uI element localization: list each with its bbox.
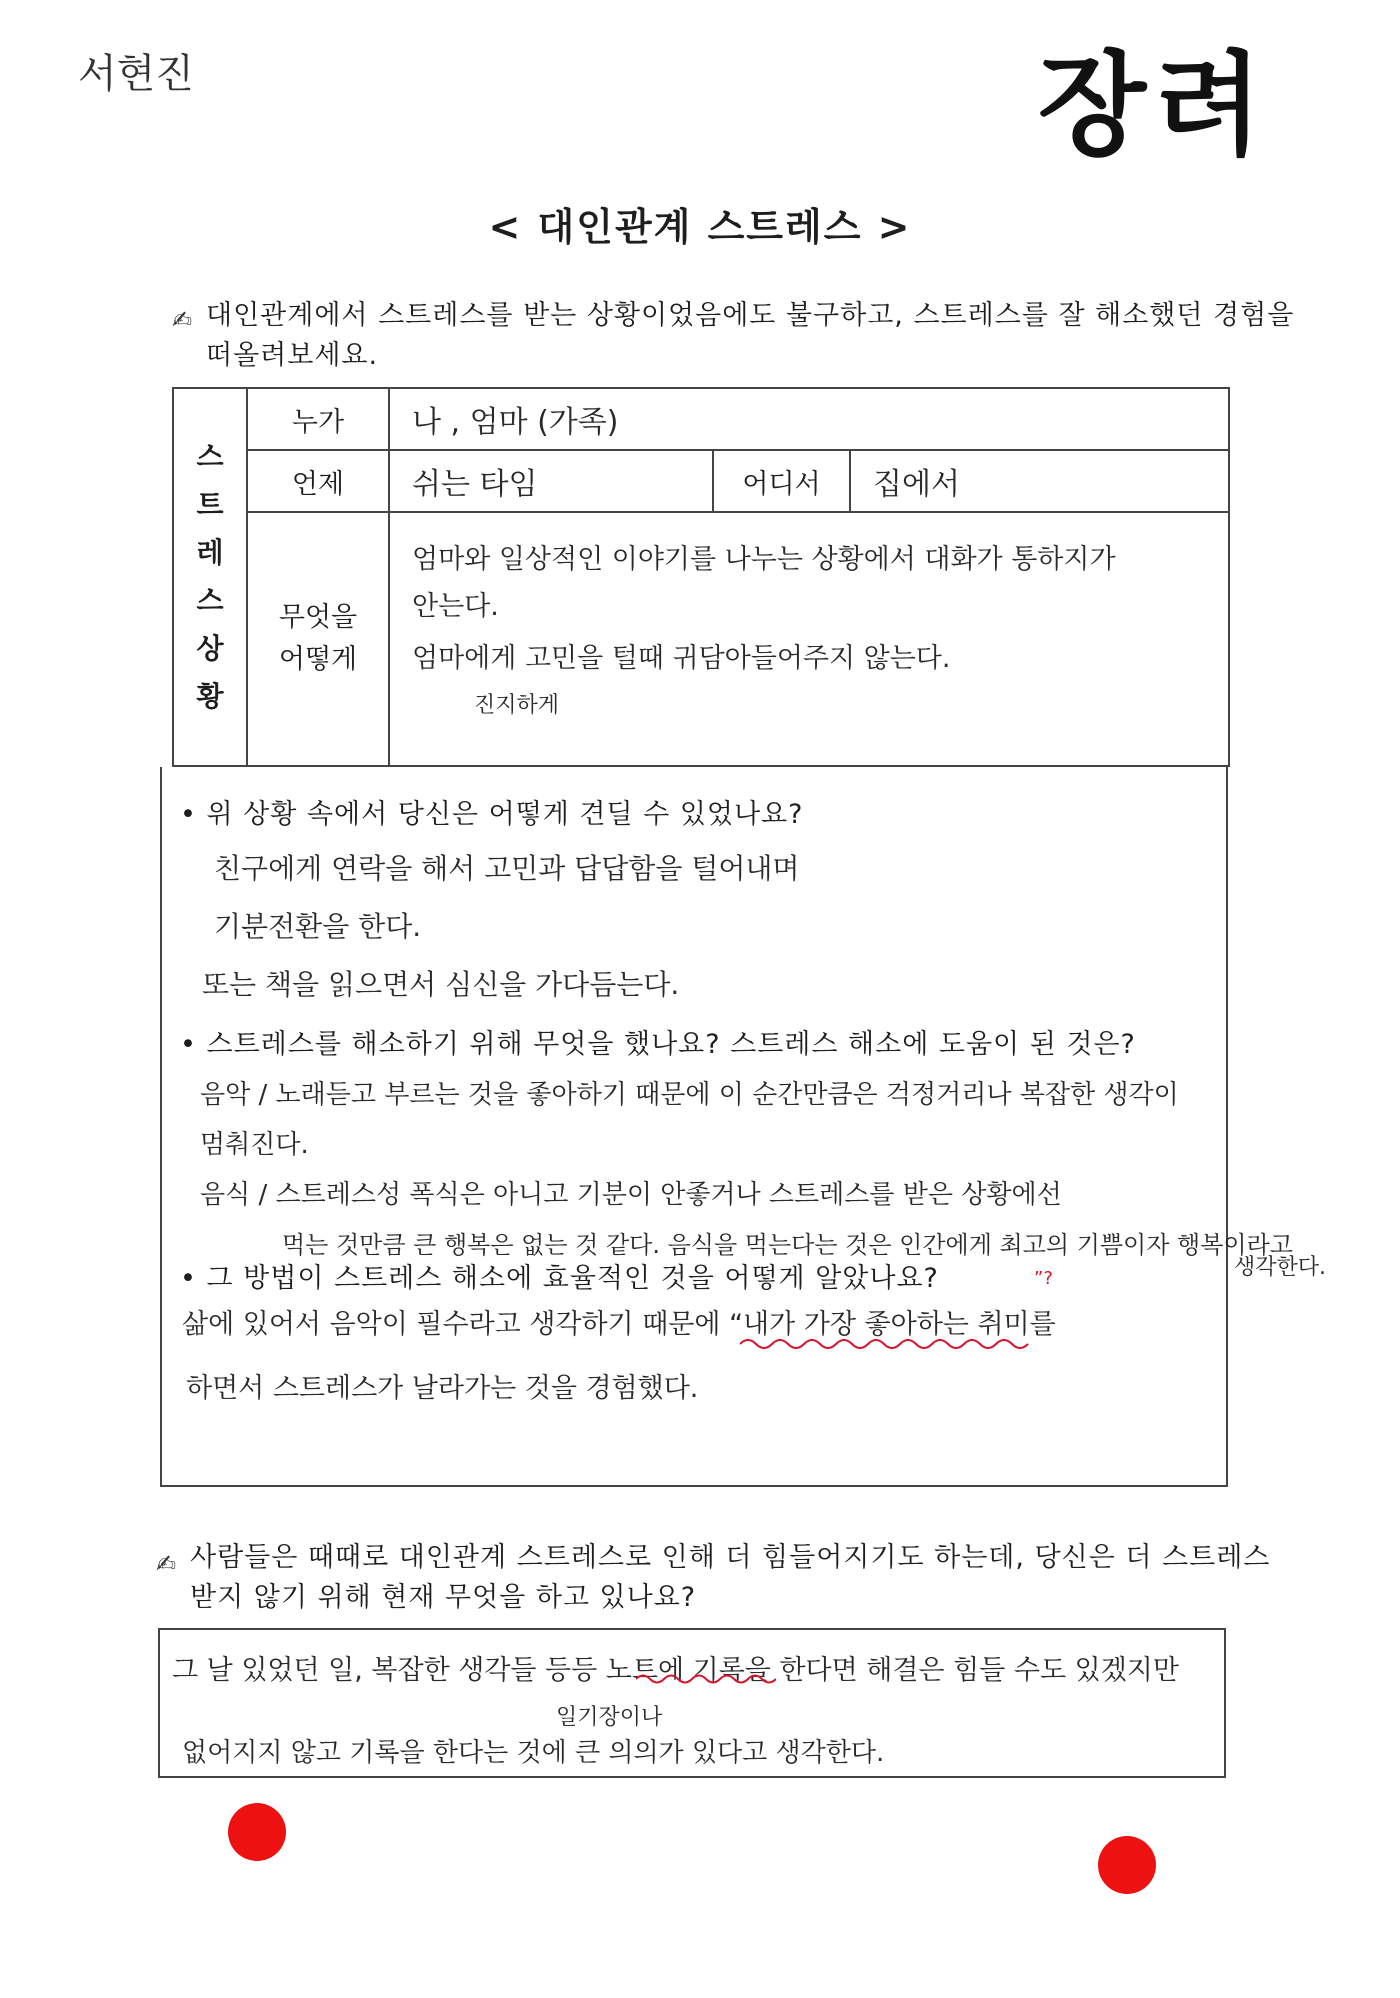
side-char: 황 — [196, 680, 224, 713]
who-value: 나 , 엄마 (가족) — [389, 388, 1229, 450]
answer-3-red-mark: ”? — [1034, 1268, 1053, 1289]
page-title: < 대인관계 스트레스 > — [488, 205, 912, 249]
answer-2-line: 음식 / 스트레스성 폭식은 아니고 기분이 안좋거나 스트레스를 받은 상황에선 — [200, 1180, 1062, 1210]
red-dot-sticker — [1098, 1836, 1156, 1894]
section2-answer-line1: 그 날 있었던 일, 복잡한 생각들 등등 노트에 기록을 한다면 해결은 힘들 수도 있겠지만 — [172, 1655, 1179, 1686]
answer-3-part-a: 삶에 있어서 음악이 필수라고 생각하기 때문에 — [182, 1309, 730, 1340]
answer-2-line: 음악 / 노래듣고 부르는 것을 좋아하기 때문에 이 순간만큼은 걱정거리나 복잡한 생각이 — [200, 1080, 1179, 1110]
section2-prompt-line1: 사람들은 때때로 대인관계 스트레스로 인해 더 힘들어지기도 하는데, 당신은 더 스트레스 — [190, 1542, 1271, 1573]
answer-3-part-b: “내가 가장 좋아하는 취미를 — [729, 1309, 1056, 1340]
answer-3-line2: 하면서 스트레스가 날라가는 것을 경험했다. — [186, 1373, 699, 1404]
section1-prompt-line1: 대인관계에서 스트레스를 받는 상황이었음에도 불구하고, 스트레스를 잘 해소했던 경험을 — [206, 300, 1295, 331]
student-name: 서현진 — [78, 51, 194, 97]
award-stamp: 장려 — [1038, 41, 1271, 171]
side-char: 트 — [196, 488, 224, 521]
when-value: 쉬는 타임 — [389, 450, 713, 512]
what-line2: 안는다. — [412, 591, 499, 622]
answer-1-line: 기분전환을 한다. — [214, 910, 422, 943]
red-underline-squiggle — [740, 1336, 1040, 1352]
answer-1 — [202, 840, 800, 1014]
section2-answer-insert: 일기장이나 — [556, 1705, 663, 1730]
side-char: 상 — [196, 632, 224, 665]
when-label: 언제 — [247, 450, 389, 512]
answer-1-line: 또는 책을 읽으면서 심신을 가다듬는다. — [202, 968, 680, 1001]
stress-situation-side-label — [173, 388, 247, 766]
red-dot-sticker — [228, 1803, 286, 1861]
section1-prompt — [206, 296, 1294, 376]
what-insert: 진지하게 — [474, 693, 560, 718]
question-3: • 그 방법이 스트레스 해소에 효율적인 것을 어떻게 알았나요? — [180, 1263, 939, 1294]
what-label-line2: 어떻게 — [278, 644, 358, 675]
section2-prompt-line2: 받지 않기 위해 현재 무엇을 하고 있나요? — [190, 1582, 697, 1613]
answer-2-line: 멈춰진다. — [200, 1130, 309, 1160]
where-label: 어디서 — [713, 450, 850, 512]
red-underline-squiggle — [636, 1672, 776, 1686]
answer-1-line: 친구에게 연락을 해서 고민과 답답함을 털어내며 — [214, 852, 800, 885]
what-how-value — [389, 512, 1229, 766]
what-label-line1: 무엇을 — [278, 602, 358, 633]
who-label: 누가 — [247, 388, 389, 450]
side-char: 스 — [196, 584, 224, 617]
writing-hand-icon: ✍ — [156, 1550, 177, 1578]
question-1: • 위 상황 속에서 당신은 어떻게 견딜 수 있었나요? — [180, 799, 804, 830]
answer-2-margin-note: 생각한다. — [1234, 1255, 1327, 1280]
what-line3: 엄마에게 고민을 털때 귀담아들어주지 않는다. — [412, 643, 951, 674]
question-2: • 스트레스를 해소하기 위해 무엇을 했나요? 스트레스 해소에 도움이 된 것은? — [180, 1029, 1136, 1060]
stress-situation-table — [172, 387, 1230, 767]
section2-answer-line2: 없어지지 않고 기록을 한다는 것에 큰 의의가 있다고 생각한다. — [182, 1738, 885, 1768]
writing-hand-icon: ✍ — [172, 306, 193, 334]
what-line1: 엄마와 일상적인 이야기를 나누는 상황에서 대화가 통하지가 — [412, 544, 1116, 575]
answer-2 — [200, 1070, 1293, 1270]
what-how-label — [247, 512, 389, 766]
section2-prompt — [190, 1538, 1270, 1618]
where-value: 집에서 — [850, 450, 1229, 512]
section1-prompt-line2: 떠올려보세요. — [206, 340, 379, 371]
side-char: 스 — [196, 440, 224, 473]
answer-2-line: 먹는 것만큼 큰 행복은 없는 것 같다. 음식을 먹는다는 것은 인간에게 최고의 기쁨이자 행복이라고 — [282, 1231, 1293, 1259]
side-char: 레 — [196, 536, 224, 569]
